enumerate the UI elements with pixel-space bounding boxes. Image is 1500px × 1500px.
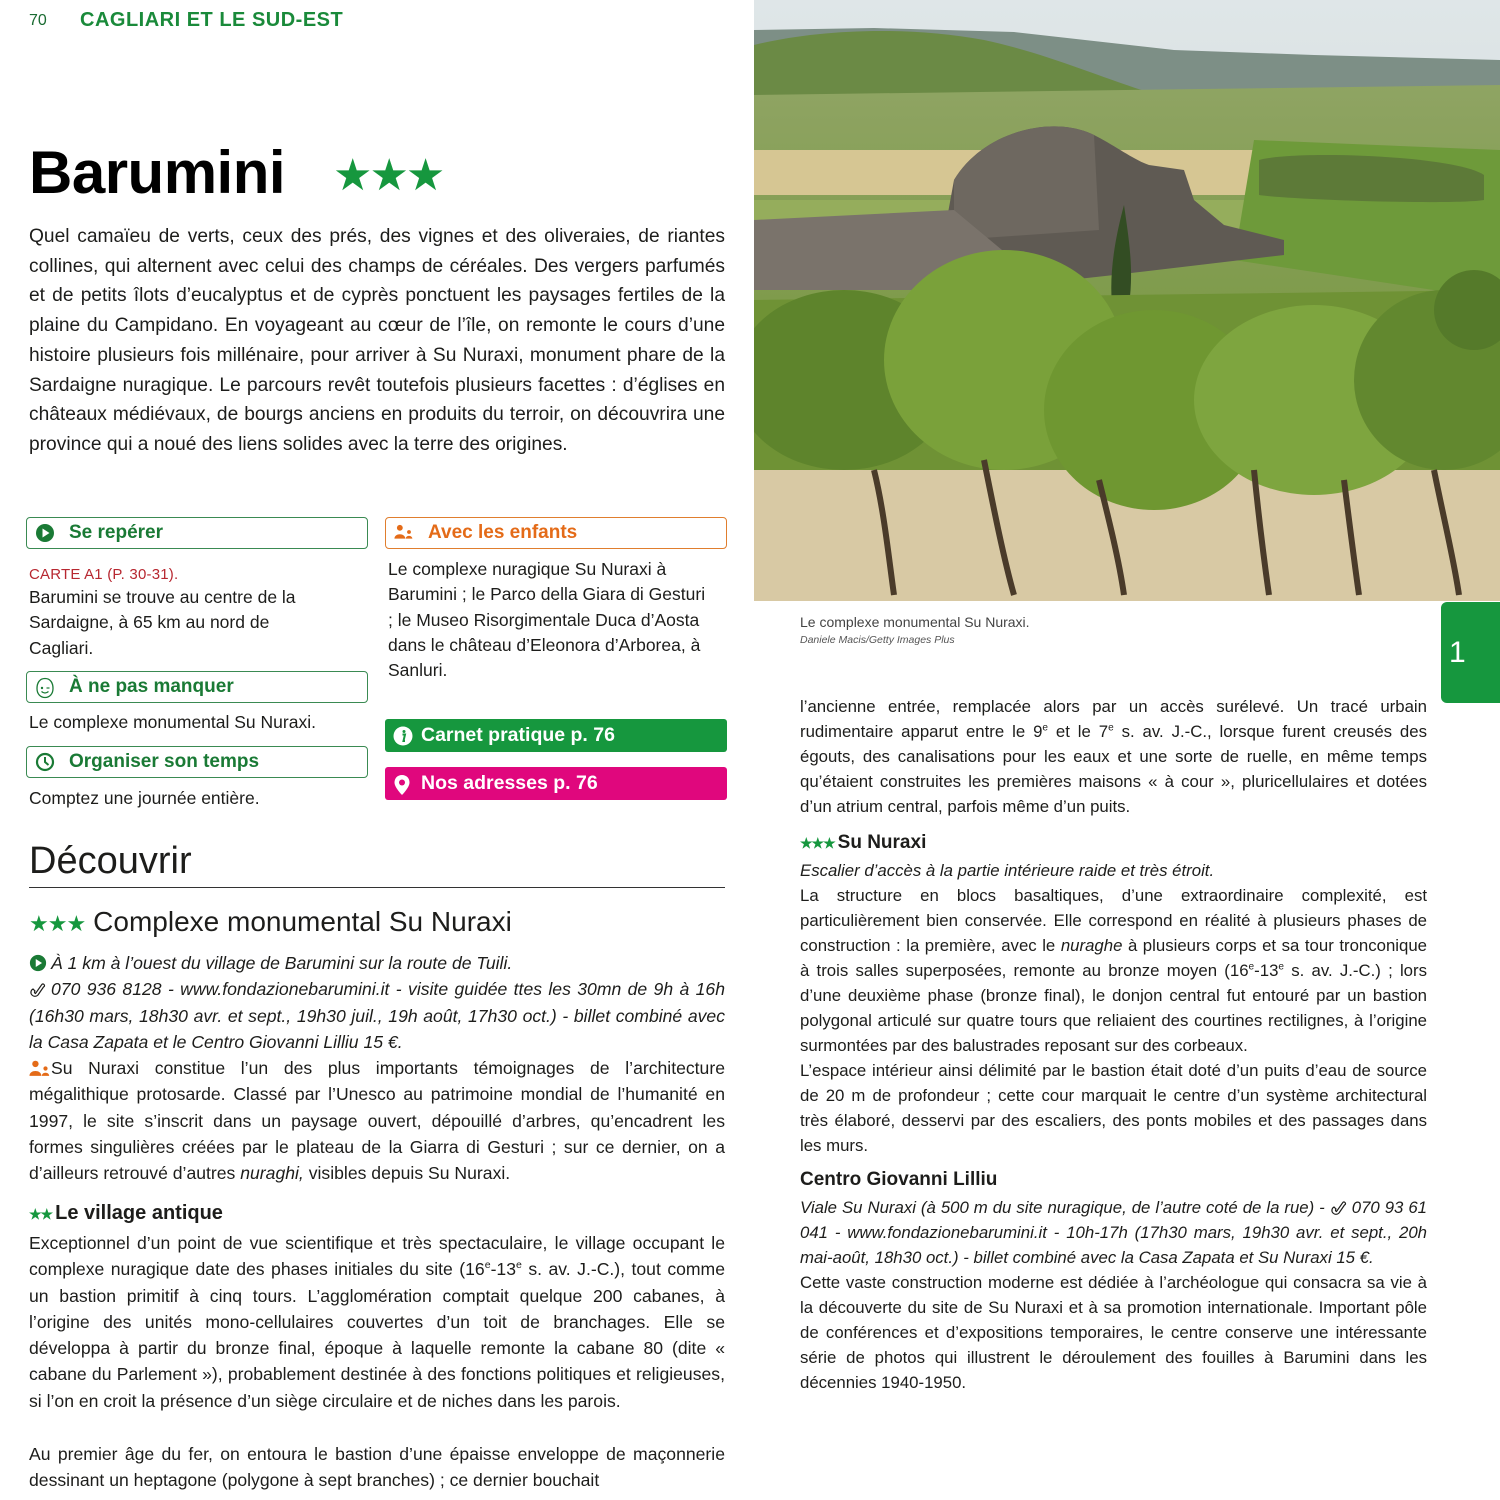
family-icon	[29, 1058, 47, 1076]
clock-icon	[35, 752, 55, 772]
se-reperer-box	[26, 517, 368, 549]
su-nuraxi-note: Escalier d’accès à la partie intérieure raide et très étroit.	[800, 861, 1215, 880]
village-heading	[29, 1202, 223, 1225]
star-rating: ★★★	[333, 151, 443, 200]
chapter-number: 1	[1449, 635, 1466, 669]
info-icon	[393, 726, 413, 746]
complexe-direction: À 1 km à l’ouest du village de Barumini sur la route de Tuili.	[51, 953, 513, 973]
centro-heading: Centro Giovanni Lilliu	[800, 1169, 998, 1190]
nos-adresses-link[interactable]	[385, 767, 727, 800]
village-paragraph-1: Exceptionnel d’un point de vue scientifique et très spectaculaire, le village occupant le complexe nuragique date des phases initiales du site (16e-13e s. av. J.-C.), tout comme un bastion primitif à cinq tours. L’agglomération comptait quelque 200 cabanes, à l’origine des unités mono-cellulaires couvertes d’un toit de branchages. Elle se développa à partir du bronze final, époque à laquelle remonte la cabane 80 (dite « cabane du Parlement »), probablement destinée à des fonctions politiques et religieuses, si l’on en croit la présence d’un siège circulaire et de niches dans les parois.	[29, 1233, 725, 1411]
su-nuraxi-stars: ★★★	[800, 835, 835, 851]
photo-credit: Daniele Macis/Getty Images Plus	[800, 634, 955, 646]
photo-caption: Le complexe monumental Su Nuraxi.	[800, 614, 1030, 630]
organiser-text: Comptez une journée entière.	[29, 788, 260, 808]
su-nuraxi-photo	[754, 0, 1500, 601]
ne-pas-manquer-text: Le complexe monumental Su Nuraxi.	[29, 712, 316, 732]
centro-practical-info: Viale Su Nuraxi (à 500 m du site nuragique, de l’autre coté de la rue) - 070 93 61 041 - www.fondazionebarumini.it - 10h-17h (17h30 mars, 19h30 avr. et sept., 20h mai-août, 18h30 oct.) - billet combiné avec la Casa Zapata et Su Nuraxi 15 €.	[800, 1198, 1427, 1267]
ne-pas-manquer-box	[26, 671, 368, 703]
complexe-title: Complexe monumental Su Nuraxi	[93, 906, 512, 937]
map-pin-icon	[393, 774, 413, 794]
carnet-pratique-link[interactable]	[385, 719, 727, 752]
enfants-text: Le complexe nuragique Su Nuraxi à Barumini ; le Parco della Giara di Gesturi ; le Museo Risorgimentale Duca d’Aosta dans le château d’Eleonora d’Arborea, à Sanluri.	[388, 559, 706, 681]
carnet-pratique-label: Carnet pratique p. 76	[421, 724, 615, 746]
village-paragraph-2: Au premier âge du fer, on entoura le bastion d’une épaisse enveloppe de maçonnerie dessinant un heptagone (polygone à sept branches) ; ce dernier bouchait	[29, 1444, 725, 1491]
village-title: Le village antique	[55, 1202, 223, 1224]
enfants-label: Avec les enfants	[428, 522, 578, 543]
play-circle-icon	[35, 523, 55, 543]
smiley-mascot-icon	[35, 677, 55, 697]
ne-pas-manquer-label: À ne pas manquer	[69, 676, 234, 697]
su-nuraxi-heading	[800, 832, 926, 854]
complexe-description: Su Nuraxi constitue l’un des plus importants témoignages de l’architecture mégalithique protosarde. Classé par l’Unesco au patrimoine mondial de l’humanité en 1997, le site s’inscrit dans un paysage ouvert, dépouillé d’arbres, qu’encadrent les formes singulières créées par le plateau de la Giarra di Gesturi ; sur ce dernier, on a d’ailleurs retrouvé d’autres nuraghi, visibles depuis Su Nuraxi.	[29, 1058, 725, 1184]
map-reference: CARTE A1 (P. 30-31).	[29, 566, 179, 583]
complexe-contact: 070 936 8128 - www.fondazionebarumini.it - visite guidée ttes les 30mn de 9h à 16h (16h30 mars, 18h30 avr. et sept., 19h30 juil., 19h août, 17h30 oct.) - billet combiné avec la Casa Zapata et le Centro Giovanni Lilliu 15 €.	[29, 979, 725, 1052]
phone-icon	[29, 979, 47, 997]
centro-description: Cette vaste construction moderne est dédiée à l’archéologue qui consacra sa vie à la découverte du site de Su Nuraxi et à sa promotion internationale. Important pôle de conférences et d’expositions temporaires, le centre conserve une intéressante série de photos qui illustrent le déroulement des fouilles à Barumini dans les décennies 1940-1950.	[800, 1273, 1427, 1392]
se-reperer-text: Barumini se trouve au centre de la Sardaigne, à 65 km au nord de Cagliari.	[29, 587, 296, 658]
su-nuraxi-title: Su Nuraxi	[837, 832, 927, 853]
nos-adresses-label: Nos adresses p. 76	[421, 772, 598, 794]
discover-heading: Découvrir	[29, 840, 192, 882]
heading-divider	[29, 887, 725, 888]
family-icon	[394, 523, 414, 543]
enfants-box	[385, 517, 727, 549]
chapter-tab	[1441, 602, 1500, 703]
complexe-practical-info	[29, 950, 725, 1055]
section-title: CAGLIARI ET LE SUD-EST	[80, 9, 344, 31]
page-title: Barumini	[29, 139, 286, 206]
se-reperer-label: Se repérer	[69, 522, 164, 543]
intro-paragraph: Quel camaïeu de verts, ceux des prés, des vignes et des oliveraies, de riantes collines, qui alternent avec celui des champs de céréales. Des vergers parfumés et de petits îlots d’eucalyptus et de cyprès ponctuent les paysages fertiles de la plaine du Campidano. En voyageant au cœur de l’île, on remonte le cours d’une histoire plusieurs fois millénaire, pour arriver à Su Nuraxi, monument phare de la Sardaigne nuragique. Le parcours revêt toutefois plusieurs facettes : d’églises en châteaux médiévaux, de bourgs anciens en produits du terroir, on découvrira une province qui a noué des liens solides avec la terre des origines.	[29, 226, 725, 455]
su-nuraxi-paragraph-2: L’espace intérieur ainsi délimité par le bastion était doté d’un puits d’eau de source de 20 m de profondeur ; cette cour marquait le centre d’un système architectural très élaboré, desservi par des escaliers, des ponts mobiles et des passages dans les murs.	[800, 1061, 1427, 1155]
village-paragraph-3: l’ancienne entrée, remplacée alors par un accès surélevé. Un tracé urbain rudimentaire apparut entre le 9e et le 7e s. av. J.-C., lorsque furent creusés des égouts, des canalisations pour les eaux et une sorte de ruelle, en même temps qu’étaient construites les premières maisons « à cour », pluricellulaires et dotées d’un atrium central, parfois même d’un puits.	[800, 697, 1427, 816]
play-circle-icon	[29, 953, 47, 971]
organiser-label: Organiser son temps	[69, 751, 260, 772]
su-nuraxi-paragraph-1: La structure en blocs basaltiques, d’une extraordinaire complexité, est particulièrement bien conservée. Elle correspond en réalité à plusieurs phases de construction : la première, avec le nuraghe à plusieurs corps et sa tour tronconique à trois salles superposées, remonte au bronze moyen (16e-13e s. av. J.-C.) ; lors d’une deuxième phase (bronze final), le donjon central fut entouré par un bastion polygonal articulé sur quatre tours que reliaient des courtines rectilignes, à l’origine surmontées par des balustrades reposant sur des corbeaux.	[800, 886, 1428, 1055]
phone-icon	[1330, 1198, 1348, 1216]
page-number: 70	[29, 12, 47, 29]
complexe-heading	[29, 906, 512, 938]
complexe-stars: ★★★	[29, 911, 86, 936]
organiser-box	[26, 746, 368, 778]
village-stars: ★★	[29, 1206, 53, 1222]
